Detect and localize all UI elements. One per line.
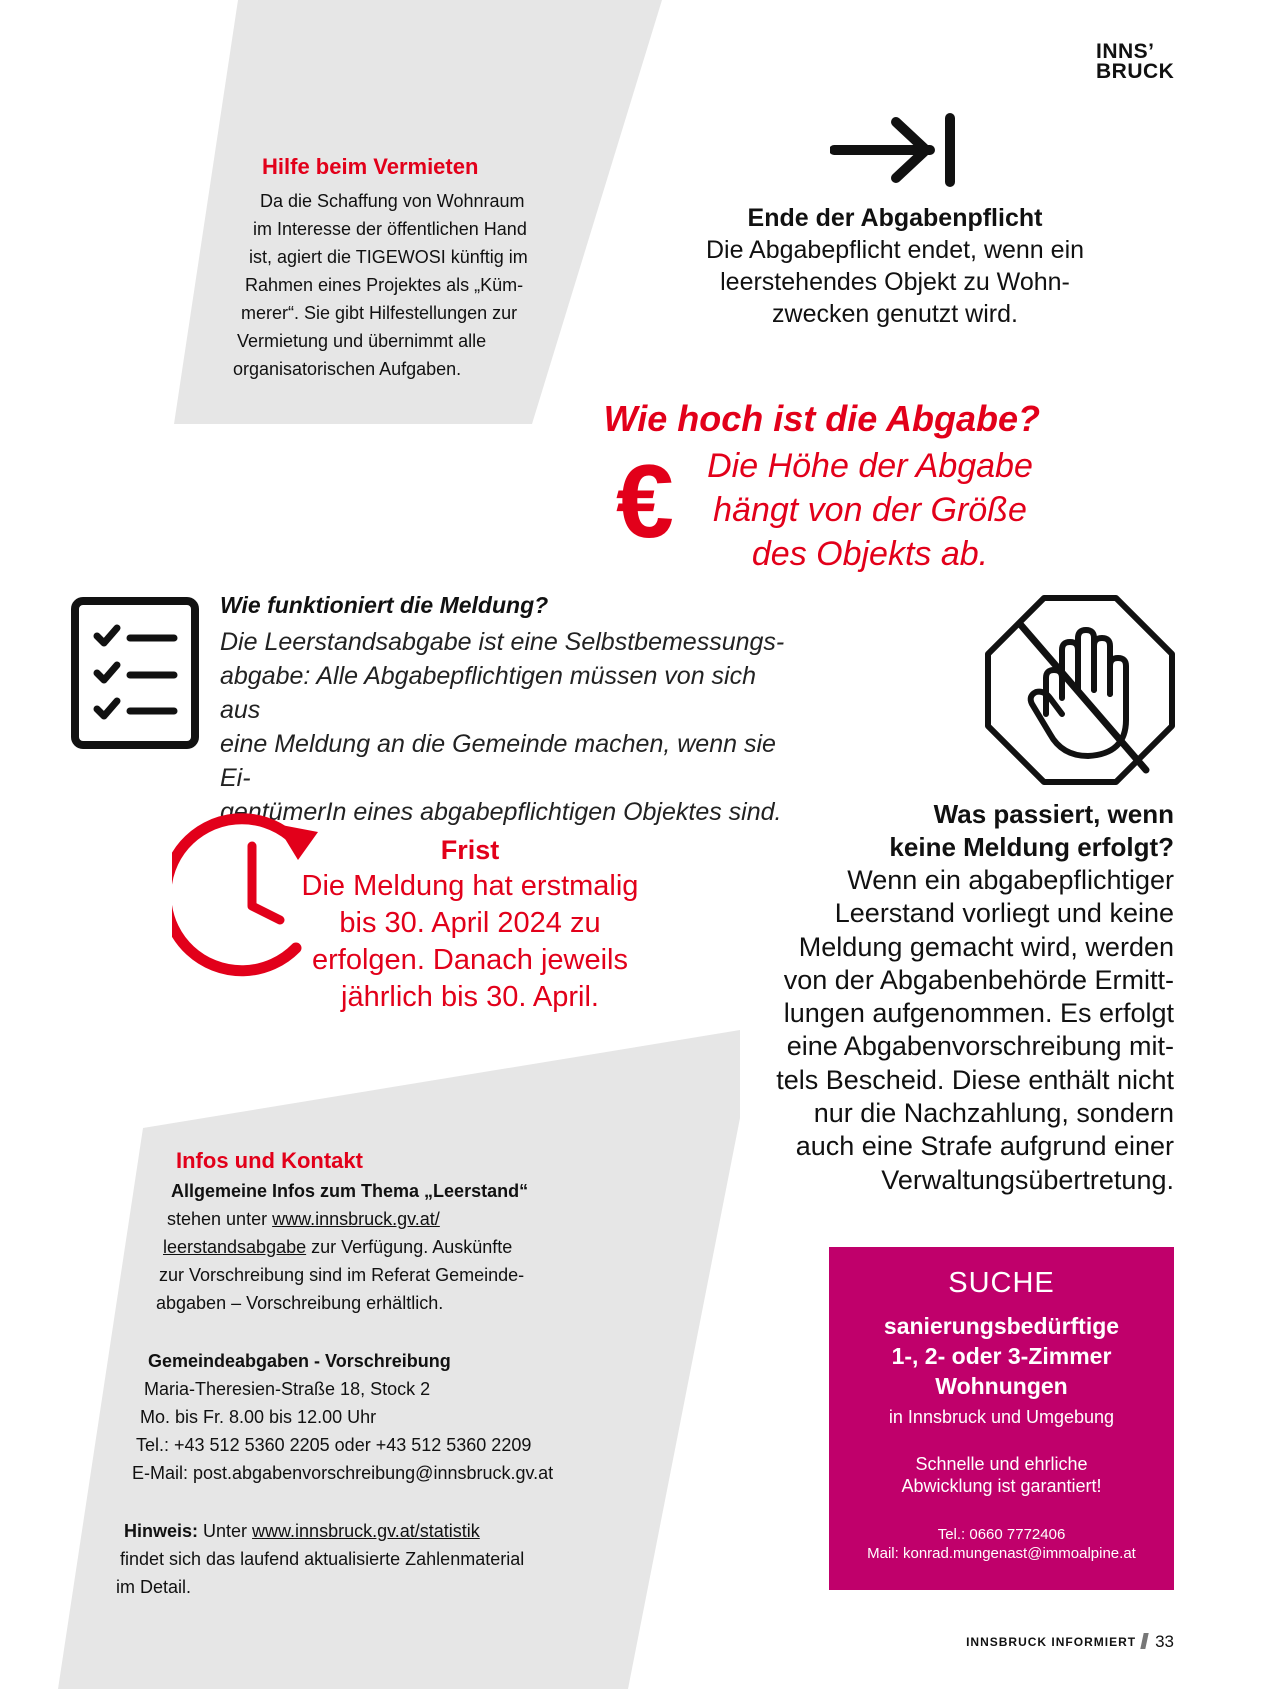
ende-line: leerstehendes Objekt zu Wohn- xyxy=(720,268,1070,296)
hilfe-line: Vermietung und übernimmt alle xyxy=(237,331,487,351)
footer-separator xyxy=(1140,1633,1148,1649)
hilfe-line: Da die Schaffung von Wohnraum xyxy=(260,191,525,211)
euro-icon: € xyxy=(616,444,674,560)
hilfe-line: merer“. Sie gibt Hilfestellungen zur xyxy=(241,303,518,323)
ende-line: zwecken genutzt wird. xyxy=(772,300,1018,328)
innsbruck-logo: INNS’ BRUCK xyxy=(1096,40,1175,83)
office-hours: Mo. bis Fr. 8.00 bis 12.00 Uhr xyxy=(140,1407,377,1427)
hilfe-line: ist, agiert die TIGEWOSI künftig im xyxy=(249,247,528,267)
office-phone: Tel.: +43 512 5360 2205 oder +43 512 5360 2209 xyxy=(136,1435,532,1455)
meldung-line: gentümerIn eines abgabepflichtigen Objektes sind. xyxy=(220,798,782,826)
footer-label: INNSBRUCK INFORMIERT xyxy=(966,1635,1137,1649)
ad-promise-line: Abwicklung ist garantiert! xyxy=(901,1476,1102,1496)
meldung-title: Wie funktioniert die Meldung? xyxy=(220,592,549,618)
page-number: 33 xyxy=(1155,1632,1174,1651)
frist-line: erfolgen. Danach jeweils xyxy=(312,944,628,976)
infos-title: Infos und Kontakt xyxy=(176,1148,363,1173)
ende-section xyxy=(680,202,1110,330)
ad-promise xyxy=(829,1453,1174,1497)
hoch-line: Die Höhe der Abgabe xyxy=(707,447,1033,485)
hint-line: Hinweis: Unter www.innsbruck.gv.at/statistik xyxy=(124,1521,480,1541)
meldung-text xyxy=(220,625,790,829)
hilfe-title: Hilfe beim Vermieten xyxy=(262,154,479,179)
ad-offer-line: Wohnungen xyxy=(935,1373,1068,1399)
passiert-line: eine Abgabenvorschreibung mit- xyxy=(786,1031,1174,1062)
passiert-section xyxy=(770,798,1174,1197)
passiert-line: Leerstand vorliegt und keine xyxy=(834,898,1174,929)
ende-title: Ende der Abgabenpflicht xyxy=(747,204,1043,232)
ad-offer-line: sanierungsbedürftige xyxy=(883,1313,1120,1339)
passiert-line: Verwaltungsübertretung. xyxy=(881,1164,1174,1195)
infos-subtitle: Allgemeine Infos zum Thema „Leerstand“ xyxy=(171,1181,529,1201)
infos-line: stehen unter www.innsbruck.gv.at/ xyxy=(167,1209,440,1229)
hoch-text xyxy=(700,444,1040,576)
hoch-title: Wie hoch ist die Abgabe? xyxy=(603,398,1040,439)
hoch-line: hängt von der Größe xyxy=(713,491,1027,529)
frist-title: Frist xyxy=(440,835,500,865)
ad-offer xyxy=(829,1311,1174,1401)
infos-link[interactable]: www.innsbruck.gv.at/ xyxy=(272,1209,440,1229)
office-title: Gemeindeabgaben - Vorschreibung xyxy=(148,1351,451,1371)
passiert-line: Wenn ein abgabepflichtiger xyxy=(847,865,1174,895)
statistik-link[interactable]: www.innsbruck.gv.at/statistik xyxy=(252,1521,480,1541)
office-address: Maria-Theresien-Straße 18, Stock 2 xyxy=(144,1379,431,1399)
ad-mail[interactable]: Mail: konrad.mungenast@immoalpine.at xyxy=(867,1545,1136,1562)
passiert-line: lungen aufgenommen. Es erfolgt xyxy=(783,998,1174,1029)
passiert-line: von der Abgabenbehörde Ermitt- xyxy=(783,964,1174,995)
passiert-line: nur die Nachzahlung, sondern xyxy=(813,1098,1174,1129)
page-footer xyxy=(900,1632,1174,1652)
passiert-line: tels Bescheid. Diese enthält nicht xyxy=(776,1064,1174,1095)
infos-line: leerstandsabgabe zur Verfügung. Auskünfte xyxy=(163,1237,513,1257)
passiert-title: keine Meldung erfolgt? xyxy=(889,832,1174,862)
infos-link[interactable]: leerstandsabgabe xyxy=(163,1237,307,1257)
meldung-line: Die Leerstandsabgabe ist eine Selbstbemessungs- xyxy=(220,628,785,656)
frist-section xyxy=(300,832,640,1016)
ad-promise-line: Schnelle und ehrliche xyxy=(915,1454,1088,1474)
ad-box xyxy=(829,1247,1174,1590)
infos-line: zur Vorschreibung sind im Referat Gemeinde- xyxy=(159,1265,525,1285)
hoch-line: des Objekts ab. xyxy=(751,535,989,573)
meldung-line: eine Meldung an die Gemeinde machen, wenn sie Ei- xyxy=(220,730,776,792)
frist-line: jährlich bis 30. April. xyxy=(341,981,599,1013)
hilfe-line: Rahmen eines Projektes als „Küm- xyxy=(245,275,524,295)
frist-line: Die Meldung hat erstmalig xyxy=(301,870,639,902)
ad-offer-line: 1-, 2- oder 3-Zimmer xyxy=(891,1343,1112,1369)
passiert-line: auch eine Strafe aufgrund einer xyxy=(795,1131,1174,1162)
office-email[interactable]: E-Mail: post.abgabenvorschreibung@innsbruck.gv.at xyxy=(132,1463,554,1483)
checklist-icon xyxy=(70,596,200,750)
hilfe-line: organisatorischen Aufgaben. xyxy=(233,359,462,379)
hint-line: im Detail. xyxy=(116,1577,192,1597)
passiert-title: Was passiert, wenn xyxy=(933,799,1174,829)
meldung-line: abgabe: Alle Abgabepflichtigen müssen von sich aus xyxy=(220,662,756,724)
infos-line: abgaben – Vorschreibung erhältlich. xyxy=(156,1293,444,1313)
frist-line: bis 30. April 2024 zu xyxy=(339,907,601,939)
arrow-end-icon xyxy=(830,112,960,188)
ende-line: Die Abgabepflicht endet, wenn ein xyxy=(705,236,1085,264)
ad-phone: Tel.: 0660 7772406 xyxy=(937,1526,1066,1543)
ad-headline: SUCHE xyxy=(948,1267,1055,1299)
passiert-line: Meldung gemacht wird, werden xyxy=(798,931,1174,962)
ad-contact xyxy=(829,1525,1174,1563)
stop-hand-icon xyxy=(984,594,1176,786)
hint-line: findet sich das laufend aktualisierte Zahlenmaterial xyxy=(120,1549,525,1569)
ad-location: in Innsbruck und Umgebung xyxy=(888,1407,1115,1427)
hilfe-line: im Interesse der öffentlichen Hand xyxy=(253,219,527,239)
